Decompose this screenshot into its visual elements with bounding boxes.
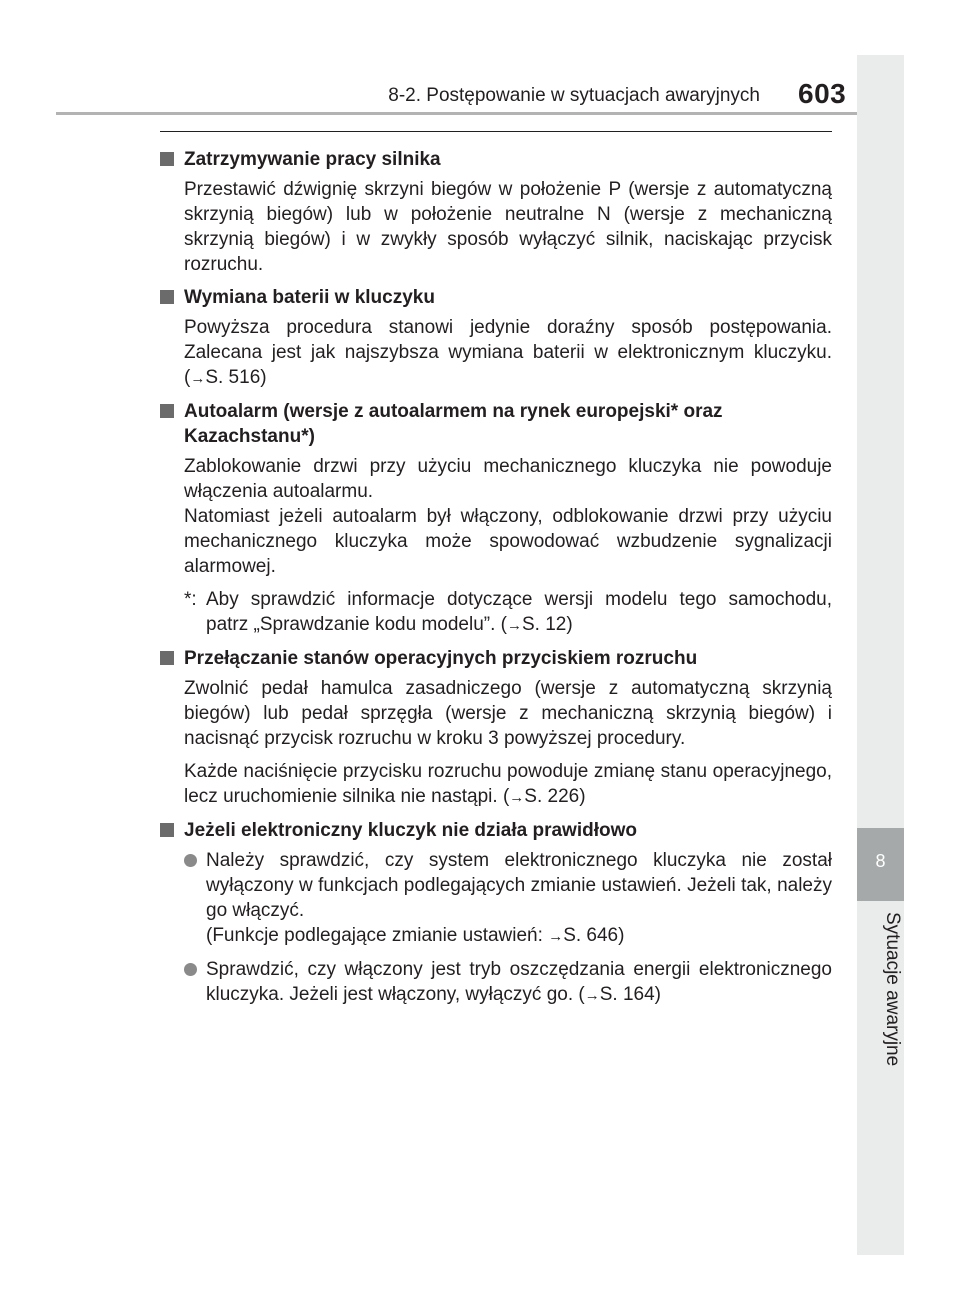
paragraph: Natomiast jeżeli autoalarm był włączony, odblokowanie drzwi przy użyciu mechanicznego kluczyka może spowodować wzbudzenie sygnalizacji alarmowej. xyxy=(184,506,832,577)
section-heading xyxy=(160,818,832,843)
paragraph-text: Powyższa procedura stanowi jedynie doraźny sposób postępowania. Zalecana jest jak najszybsza wymiana baterii w elektronicznym kluczyku. ( xyxy=(184,317,832,388)
arrow-right-icon: → xyxy=(584,987,600,1004)
square-bullet-icon xyxy=(160,823,174,837)
paragraph-text: Każde naciśnięcie przycisku rozruchu powoduje zmianę stanu operacyjnego, lecz uruchomienie silnika nie nastąpi. ( xyxy=(184,761,832,807)
page-reference[interactable]: S. 646) xyxy=(563,925,625,946)
heading-text: Autoalarm (wersje z autoalarmem na rynek europejski* oraz Kazachstanu*) xyxy=(184,401,723,447)
chapter-number: 8 xyxy=(875,851,886,871)
page-number: 603 xyxy=(798,78,847,109)
paragraph: Zwolnić pedał hamulca zasadniczego (wersje z automatyczną skrzynią biegów) lub pedał sprzęgła (wersje z mechaniczną skrzynią biegów) i nacisnąć przycisk rozruchu w kroku 3 powyższej procedury. xyxy=(184,678,832,749)
square-bullet-icon xyxy=(160,404,174,418)
arrow-right-icon: → xyxy=(509,789,525,806)
page-reference[interactable]: S. 12) xyxy=(521,614,573,635)
heading-text: Jeżeli elektroniczny kluczyk nie działa prawidłowo xyxy=(184,820,637,841)
section-title: 8-2. Postępowanie w sytuacjach awaryjnych xyxy=(388,85,760,106)
list-item-text: Sprawdzić, czy włączony jest tryb oszczędzania energii elektronicznego kluczyka. Jeżeli jest włączony, wyłączyć go. ( xyxy=(206,959,832,1005)
page-header xyxy=(0,0,960,120)
circle-bullet-icon xyxy=(184,963,197,976)
circle-bullet-icon xyxy=(184,854,197,867)
paragraph xyxy=(184,759,832,810)
paragraph: Zablokowanie drzwi przy użyciu mechanicznego kluczyka nie powoduje włączenia autoalarmu. xyxy=(184,456,832,502)
page-reference[interactable]: S. 164) xyxy=(599,984,661,1005)
heading-text: Przełączanie stanów operacyjnych przyciskiem rozruchu xyxy=(184,648,698,669)
chapter-title: Sytuacje awaryjne xyxy=(882,912,903,1067)
section-heading xyxy=(160,285,832,310)
section-heading xyxy=(160,399,832,449)
page-reference[interactable]: S. 226) xyxy=(524,786,586,807)
footnote-text: Aby sprawdzić informacje dotyczące wersji modelu tego samochodu, patrz „Sprawdzanie kodu modelu”. ( xyxy=(206,589,832,635)
content-divider xyxy=(160,131,832,132)
heading-text: Zatrzymywanie pracy silnika xyxy=(184,149,441,170)
heading-text: Wymiana baterii w kluczyku xyxy=(184,287,435,308)
square-bullet-icon xyxy=(160,290,174,304)
section-heading xyxy=(160,147,832,172)
page-reference[interactable]: S. 516) xyxy=(205,367,267,388)
chapter-tab-strip xyxy=(857,55,904,1255)
square-bullet-icon xyxy=(160,651,174,665)
header-divider xyxy=(56,112,903,115)
list-item xyxy=(184,848,832,949)
footnote-mark: *: xyxy=(184,589,197,610)
paragraph: Przestawić dźwignię skrzyni biegów w położenie P (wersje z automatyczną skrzynią biegów) lub w położenie neutralne N (wersje z mechaniczną skrzynią biegów) i w zwykły sposób wyłączyć silnik, naciskając przycisk rozruchu. xyxy=(184,179,832,275)
square-bullet-icon xyxy=(160,152,174,166)
list-item-text: (Funkcje podlegające zmianie ustawień: xyxy=(206,925,549,946)
arrow-right-icon: → xyxy=(190,370,206,387)
list-item-text: Należy sprawdzić, czy system elektronicznego kluczyka nie został wyłączony w funkcjach podlegających zmianie ustawień. Jeżeli tak, należy go włączyć. xyxy=(206,850,832,921)
arrow-right-icon: → xyxy=(548,928,564,945)
paragraph xyxy=(184,315,832,391)
list-item xyxy=(184,957,832,1008)
footnote xyxy=(184,587,832,638)
arrow-right-icon: → xyxy=(506,617,522,634)
section-heading xyxy=(160,646,832,671)
page-content xyxy=(160,140,832,1016)
